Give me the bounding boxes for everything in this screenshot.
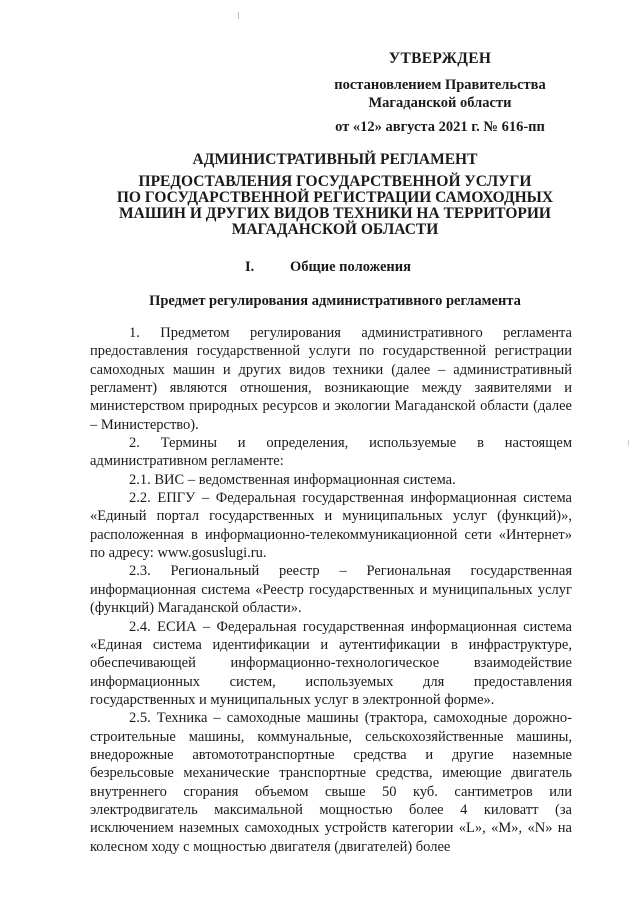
approval-line: постановлением Правительства — [334, 77, 546, 93]
subtitle-line: МАГАДАНСКОЙ ОБЛАСТИ — [231, 221, 439, 238]
paragraph: 2.1. ВИС – ведомственная информационная система. — [129, 471, 456, 488]
document-subtitle — [90, 174, 580, 238]
document-body — [90, 324, 572, 856]
paragraph: 2.3. Региональный реестр – Региональная государственная информационная система «Реестр государственных и муниципальных услуг (функций) Магаданской области». — [90, 563, 572, 617]
paragraph: 2. Термины и определения, используемые в настоящем административном регламенте: — [90, 435, 572, 470]
subsection-title: Предмет регулирования административного регламента — [149, 293, 521, 309]
paragraph: 2.2. ЕПГУ – Федеральная государственная информационная система «Единый портал государственных и муниципальных услуг (функций)», расположенная в информационно-телекоммуникационной сети «Интернет» по адресу: www.gosuslugi.ru. — [90, 490, 572, 562]
approval-line: Магаданской области — [368, 95, 512, 111]
paragraph: 1. Предметом регулирования административного регламента предоставления государственной услуги по государственной регистрации самоходных машин и других видов техники (далее – административный регламент) являются отношения, возникающие между заявителями и министерством природных ресурсов и экологии Магаданской области (далее – Министерство). — [90, 325, 572, 433]
subtitle-line: ПО ГОСУДАРСТВЕННОЙ РЕГИСТРАЦИИ САМОХОДНЫХ — [116, 189, 554, 206]
approval-date: от «12» августа 2021 г. № 616-пп — [335, 119, 545, 135]
approval-stamp — [300, 50, 580, 136]
approval-title: УТВЕРЖДЕН — [388, 50, 492, 67]
paragraph: 2.5. Техника – самоходные машины (трактора, самоходные дорожно-строительные машины, коммунальные, сельскохозяйственные машины, внедорожные автомототранспортные средства и другие наземные безрельсовые механические транспортные средства, имеющие двигатель внутреннего сгорания объемом свыше 50 куб. сантиметров или электродвигатель максимальной мощностью более 4 киловатт (за исключением наземных самоходных устройств категории «L», «M», «N» на колесном ходу с мощностью двигателя (двигателей) более — [90, 710, 572, 855]
section-title: Общие положения — [290, 259, 411, 275]
paragraph: 2.4. ЕСИА – Федеральная государственная информационная система «Единая система идентификации и аутентификации в инфраструктуре, обеспечивающей информационно-технологическое взаимодействие информационных систем, используемых для предоставления государственных и муниципальных услуг в электронной форме». — [90, 618, 572, 708]
scan-mark — [628, 440, 629, 446]
section-number: I. — [245, 259, 255, 275]
subtitle-line: ПРЕДОСТАВЛЕНИЯ ГОСУДАРСТВЕННОЙ УСЛУГИ — [138, 173, 532, 190]
document-title: АДМИНИСТРАТИВНЫЙ РЕГЛАМЕНТ — [192, 151, 478, 168]
scan-mark — [238, 12, 239, 19]
subtitle-line: МАШИН И ДРУГИХ ВИДОВ ТЕХНИКИ НА ТЕРРИТОРИИ — [119, 205, 551, 222]
